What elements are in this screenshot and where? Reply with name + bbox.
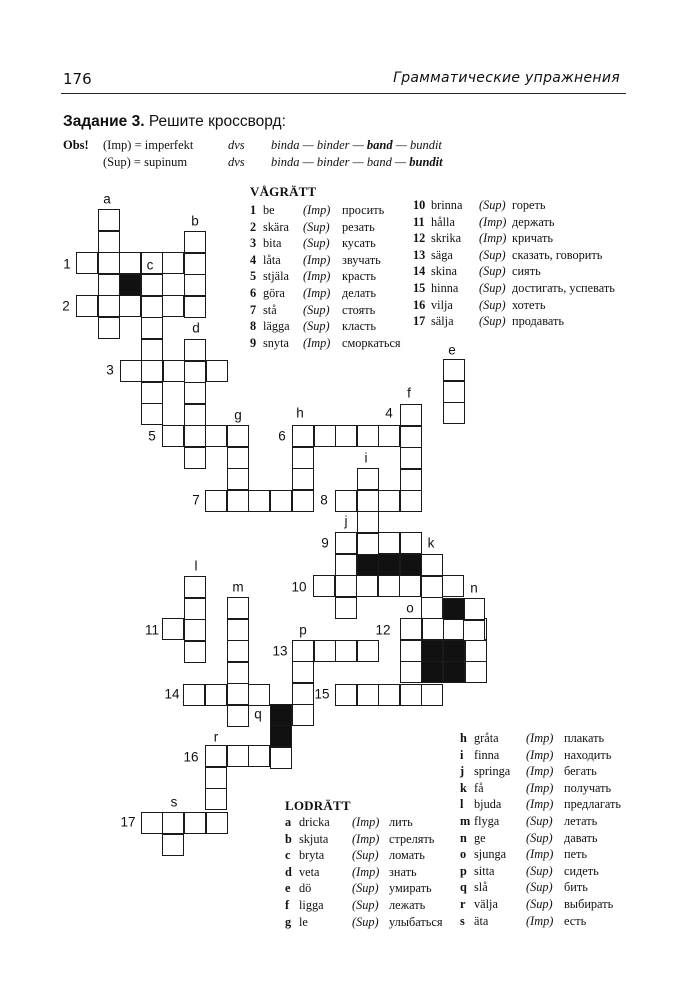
- grid-cell: [76, 295, 98, 317]
- grid-cell: [378, 684, 400, 706]
- grid-cell: [184, 361, 206, 383]
- grid-cell-black: [378, 554, 400, 576]
- grid-cell-black: [421, 640, 443, 662]
- down-title: LODRÄTT: [285, 798, 351, 813]
- grid-cell: [270, 490, 292, 512]
- grid-cell: [98, 317, 120, 339]
- grid-cell: [400, 684, 422, 706]
- grid-letter-down: e: [448, 342, 456, 358]
- running-title: Грамматические упражнения: [393, 70, 620, 86]
- grid-letter-down: j: [344, 513, 348, 529]
- grid-letter-down: s: [170, 794, 178, 810]
- grid-cell: [400, 618, 422, 640]
- grid-cell-black: [443, 640, 465, 662]
- grid-cell: [205, 745, 227, 767]
- across-title: VÅGRÄTT: [250, 184, 317, 199]
- grid-cell: [227, 490, 249, 512]
- grid-cell: [162, 252, 184, 274]
- grid-cell: [400, 426, 422, 448]
- grid-cell: [335, 684, 357, 706]
- grid-cell: [227, 597, 249, 619]
- grid-cell: [76, 252, 98, 274]
- grid-cell: [292, 661, 314, 683]
- grid-cell: [227, 447, 249, 469]
- grid-cell: [205, 788, 227, 810]
- grid-cell: [98, 252, 120, 274]
- grid-cell: [184, 296, 206, 318]
- grid-number-across: 10: [291, 579, 307, 595]
- grid-cell: [292, 425, 314, 447]
- grid-cell: [335, 554, 357, 576]
- grid-cell: [400, 404, 422, 426]
- grid-cell: [98, 274, 120, 296]
- grid-cell: [227, 745, 249, 767]
- grid-number-across: 11: [144, 622, 160, 638]
- grid-cell: [422, 618, 444, 640]
- grid-cell: [357, 490, 379, 512]
- grid-cell: [399, 575, 421, 597]
- grid-cell: [463, 598, 485, 620]
- grid-cell: [357, 425, 379, 447]
- grid-cell: [184, 382, 206, 404]
- grid-cell: [205, 684, 227, 706]
- grid-cell: [378, 425, 400, 447]
- grid-cell: [465, 640, 487, 662]
- grid-cell: [184, 231, 206, 253]
- grid-letter-down: r: [213, 729, 219, 745]
- obs-forms: binda — binder — band — bundit: [271, 138, 442, 152]
- grid-cell: [98, 209, 120, 231]
- grid-cell: [335, 532, 357, 554]
- grid-cell: [378, 532, 400, 554]
- grid-letter-down: a: [103, 191, 111, 207]
- page-number: 176: [63, 70, 92, 88]
- grid-cell: [248, 490, 270, 512]
- grid-cell: [421, 597, 443, 619]
- grid-number-across: 2: [62, 298, 70, 314]
- grid-letter-down: i: [364, 450, 368, 466]
- grid-number-across: 12: [375, 622, 391, 638]
- grid-cell: [184, 641, 206, 663]
- grid-number-across: 4: [385, 405, 393, 421]
- grid-cell: [292, 490, 314, 512]
- grid-cell: [357, 684, 379, 706]
- grid-cell: [335, 425, 357, 447]
- grid-cell: [162, 295, 184, 317]
- grid-cell: [162, 425, 184, 447]
- grid-number-across: 8: [320, 492, 328, 508]
- grid-cell: [184, 339, 206, 361]
- grid-cell: [335, 575, 357, 597]
- grid-cell: [184, 253, 206, 275]
- grid-cell: [357, 640, 379, 662]
- grid-cell-black: [421, 661, 443, 683]
- grid-cell: [292, 447, 314, 469]
- grid-cell: [313, 575, 335, 597]
- grid-cell: [292, 704, 314, 726]
- grid-cell: [442, 575, 464, 597]
- grid-cell: [184, 425, 206, 447]
- grid-letter-down: d: [192, 320, 200, 336]
- grid-number-across: 16: [183, 749, 199, 765]
- grid-cell-black: [357, 554, 379, 576]
- obs-abbreviation: (Imp) = imperfekt: [103, 138, 194, 152]
- grid-cell: [227, 705, 249, 727]
- grid-cell: [463, 620, 485, 642]
- grid-cell: [205, 425, 227, 447]
- grid-cell: [183, 684, 205, 706]
- grid-cell: [248, 684, 270, 706]
- obs-abbreviation: (Sup) = supinum: [103, 155, 188, 169]
- grid-letter-down: p: [299, 622, 307, 638]
- grid-cell: [292, 468, 314, 490]
- grid-cell: [227, 662, 249, 684]
- header-rule: [61, 93, 626, 94]
- grid-cell: [314, 640, 336, 662]
- grid-cell: [184, 576, 206, 598]
- grid-cell-black: [400, 554, 422, 576]
- grid-number-across: 9: [321, 535, 329, 551]
- textbook-page: 176 Грамматические упражнения Задание 3. Решите кроссворд: Obs! (Imp) = imperfekt dvs binda — binder — band — bundit (Sup) = supinum dvs binda — binder — band — bundit 1 2 3 4 5 6 7 8 9 10 11 12 13 14 15 16 17 a b c d e f g h i j k l m n o p q r s VÅGRÄTT 1 be (Imp) просить 2 skära (Sup) резать 3 bita (Sup) кусать 4 låta (Imp) звучать 5 stjäla (Imp) красть 6 göra (Imp) делать 7 stå (Sup) стоять 8 lägga (Sup) класть 9 snyta (Imp) сморкаться 10 brinna (Sup) гореть 11 hålla (Imp) держать 12 skrika (Imp) кричать 13 säga (Sup) сказать, говорить 14 skina (Sup) сиять 15 hinna (Sup) достигать, успевать 16 vilja (Sup) хотеть 17 sälja (Sup) продавать LODRÄTT a dricka (Imp) лить b skjuta (Imp) стрелять c bryta (Sup) ломать d veta (Imp) знать e dö (Sup) умирать f ligga (Sup) лежать g le (Sup) улыбаться h gråta (Imp) плакать i finna (Imp) находить j springa (Imp) бегать k få (Imp) получать l bjuda (Imp) предлагать m flyga (Sup) летать n ge (Sup) давать o sjunga (Imp) петь p sitta (Sup) сидеть q slå (Sup) бить r välja (Sup) выбирать s äta (Imp) есть: [0, 0, 696, 1000]
- task-label: Задание 3.: [63, 113, 145, 130]
- grid-cell-black: [119, 274, 141, 296]
- grid-cell: [443, 618, 465, 640]
- grid-cell-black: [270, 704, 292, 726]
- grid-letter-down: m: [232, 579, 244, 595]
- grid-cell: [141, 382, 163, 404]
- grid-cell: [335, 597, 357, 619]
- grid-letter-down: n: [470, 580, 478, 596]
- grid-cell: [119, 252, 141, 274]
- grid-letter-down: c: [146, 257, 154, 273]
- grid-letter-down: k: [427, 535, 435, 551]
- grid-cell: [184, 619, 206, 641]
- grid-cell: [162, 834, 184, 856]
- grid-cell: [227, 683, 249, 705]
- grid-cell: [421, 554, 443, 576]
- grid-cell: [227, 425, 249, 447]
- grid-cell: [400, 447, 422, 469]
- grid-cell: [378, 490, 400, 512]
- grid-letter-down: g: [234, 407, 242, 423]
- grid-cell: [184, 404, 206, 426]
- grid-letter-down: b: [191, 213, 199, 229]
- grid-cell: [443, 402, 465, 424]
- grid-cell: [443, 381, 465, 403]
- grid-cell-black: [443, 661, 465, 683]
- grid-cell-black: [270, 725, 292, 747]
- grid-cell: [227, 468, 249, 490]
- grid-cell: [162, 618, 184, 640]
- grid-number-across: 15: [314, 686, 330, 702]
- grid-cell: [314, 425, 336, 447]
- task-heading: [63, 113, 286, 131]
- grid-cell: [163, 360, 185, 382]
- obs-dvs: dvs: [228, 138, 245, 152]
- grid-cell: [184, 274, 206, 296]
- grid-cell: [421, 576, 443, 598]
- obs-forms: binda — binder — band — bundit: [271, 155, 443, 169]
- grid-letter-down: q: [254, 706, 262, 722]
- grid-cell: [141, 812, 163, 834]
- grid-cell: [98, 231, 120, 253]
- grid-cell: [357, 533, 379, 555]
- grid-cell: [292, 683, 314, 705]
- grid-letter-down: f: [407, 385, 411, 401]
- grid-number-across: 1: [63, 256, 71, 272]
- grid-cell: [184, 812, 206, 834]
- grid-cell: [400, 490, 422, 512]
- grid-cell: [356, 575, 378, 597]
- grid-cell: [184, 447, 206, 469]
- grid-cell: [206, 812, 228, 834]
- grid-number-across: 5: [148, 428, 156, 444]
- grid-cell: [141, 360, 163, 382]
- grid-cell: [421, 684, 443, 706]
- grid-number-across: 14: [164, 686, 180, 702]
- grid-cell: [162, 812, 184, 834]
- grid-number-across: 17: [120, 814, 136, 830]
- grid-cell: [205, 767, 227, 789]
- grid-letter-down: h: [296, 405, 304, 421]
- grid-cell: [400, 532, 422, 554]
- grid-cell: [357, 468, 379, 490]
- grid-cell: [465, 661, 487, 683]
- grid-cell: [206, 360, 228, 382]
- grid-cell: [141, 274, 163, 296]
- grid-cell: [141, 296, 163, 318]
- grid-cell: [292, 640, 314, 662]
- grid-cell: [378, 575, 400, 597]
- grid-cell: [184, 598, 206, 620]
- grid-number-across: 7: [192, 492, 200, 508]
- obs-dvs: dvs: [228, 155, 245, 169]
- grid-number-across: 13: [272, 643, 288, 659]
- grid-cell: [98, 295, 120, 317]
- grid-cell: [141, 339, 163, 361]
- grid-cell: [400, 469, 422, 491]
- grid-cell: [227, 640, 249, 662]
- grid-cell: [141, 317, 163, 339]
- grid-cell: [400, 640, 422, 662]
- grid-cell: [400, 661, 422, 683]
- task-text: Решите кроссворд:: [148, 113, 286, 130]
- grid-cell: [119, 295, 141, 317]
- grid-cell: [248, 745, 270, 767]
- grid-letter-down: o: [406, 600, 414, 616]
- grid-cell: [120, 360, 142, 382]
- grid-number-across: 3: [106, 362, 114, 378]
- grid-cell: [335, 490, 357, 512]
- grid-letter-down: l: [194, 558, 198, 574]
- grid-cell: [205, 490, 227, 512]
- grid-cell: [227, 619, 249, 641]
- grid-cell: [357, 511, 379, 533]
- obs-label: Obs!: [63, 138, 89, 152]
- grid-cell-black: [443, 598, 465, 620]
- grid-cell: [443, 359, 465, 381]
- grid-cell: [270, 747, 292, 769]
- grid-cell: [141, 403, 163, 425]
- grid-cell: [335, 640, 357, 662]
- grid-number-across: 6: [278, 428, 286, 444]
